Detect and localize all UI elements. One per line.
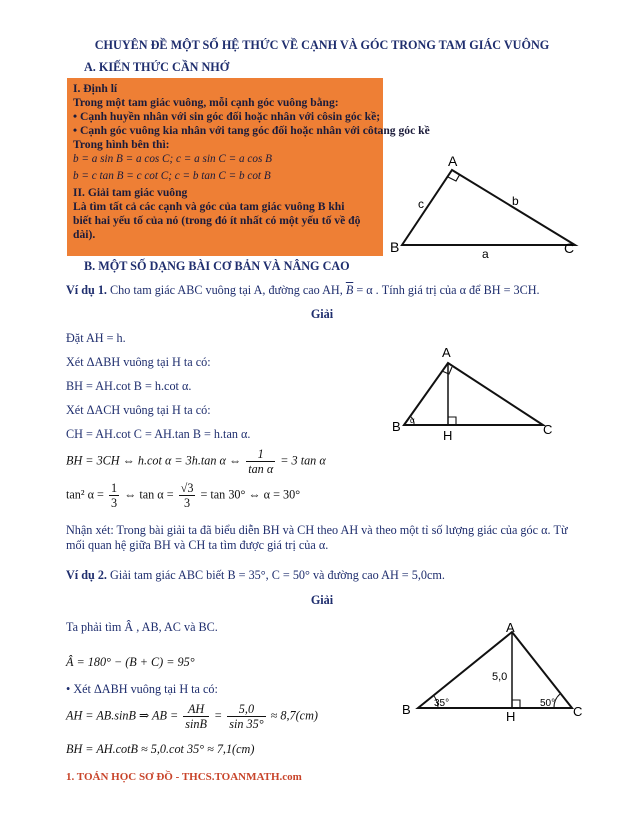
example-1-statement: [66, 283, 540, 298]
fig1-side-c: c: [418, 197, 424, 211]
fig1-side-a: a: [482, 247, 489, 260]
fig3-label-c: C: [573, 704, 583, 719]
ex2-eq1-den: sinB: [185, 717, 207, 731]
fig2-label-a: A: [442, 345, 451, 360]
example-1-text-a: Cho tam giác ABC vuông tại A, đường cao AH,: [106, 283, 346, 297]
section-a-heading: A. KIẾN THỨC CẦN NHỚ: [84, 60, 230, 74]
ex2-line-2: Â = 180° − (B + C) = 95°: [66, 655, 195, 669]
ex1-equation-2: [66, 481, 300, 510]
fig2-label-c: C: [543, 422, 553, 437]
ex1-line-1: Đặt AH = h.: [66, 331, 126, 345]
fig3-label-angle-c: 50°: [540, 698, 556, 709]
footer-page-number: 1.: [66, 771, 75, 783]
example-1-angle: $\overline{B}$: [345, 283, 354, 297]
example-2-label: Ví dụ 2.: [66, 568, 107, 582]
page-title: CHUYÊN ĐỀ MỘT SỐ HỆ THỨC VỀ CẠNH VÀ GÓC TRONG TAM GIÁC VUÔNG: [94, 38, 550, 52]
ex1-eq2-den: 3: [110, 496, 118, 510]
ex2-eq1-num: AH: [183, 702, 209, 717]
example-1-solution-heading: Giải: [310, 307, 334, 321]
page-footer: [66, 771, 302, 783]
theory-heading-2: II. Giải tam giác vuông: [73, 186, 188, 199]
example-1-text-b: = α . Tính giá trị của α để BH = 3CH.: [353, 283, 540, 297]
fig1-label-a: A: [448, 153, 458, 169]
ex1-eq2-right: = tan 30° ⇔ α = 30°: [200, 487, 301, 502]
ex1-eq2-mid: ⇔ tan α =: [124, 487, 174, 502]
fig2-label-b: B: [392, 419, 401, 434]
ex2-eq1-left: AH = AB.sinB ⇒ AB =: [66, 708, 179, 723]
theory-line-7: dài).: [73, 228, 96, 241]
theory-formula-1: b = a sin B = a cos C; c = a sin C = a cos B: [73, 153, 272, 165]
theory-line-5: Là tìm tất cả các cạnh và góc của tam giác vuông B khi: [73, 200, 345, 213]
fig2-label-h: H: [443, 428, 453, 443]
ex2-eq1-num2: 5,0: [227, 702, 265, 717]
theory-formula-2: b = c tan B = c cot C; c = b tan C = b cot B: [73, 170, 271, 182]
ex1-equation-1: [66, 447, 326, 476]
example-2-statement: [66, 568, 445, 583]
ex1-eq1-den: tan α: [248, 462, 274, 476]
fig3-label-b: B: [402, 702, 411, 717]
figure-triangle-abh: [386, 345, 556, 445]
ex1-line-2: Xét ΔABH vuông tại H ta có:: [66, 355, 211, 369]
ex1-line-4: Xét ΔACH vuông tại H ta có:: [66, 403, 211, 417]
fig2-label-alpha: α: [410, 416, 415, 425]
footer-text: TOÁN HỌC SƠ ĐỒ - THCS.TOANMATH.com: [74, 771, 302, 783]
ex2-eq1-mid: =: [213, 708, 223, 723]
figure-triangle-abc: [388, 150, 588, 260]
section-b-heading: B. MỘT SỐ DẠNG BÀI CƠ BẢN VÀ NÂNG CAO: [84, 259, 350, 273]
example-2-solution-heading: Giải: [310, 593, 334, 607]
fig3-label-h: H: [506, 709, 516, 724]
theory-heading-1: I. Định lí: [73, 82, 118, 95]
theory-line-6: biết hai yếu tố của nó (trong đó ít nhất có một yếu tố về độ: [73, 214, 361, 227]
ex1-eq2-left: tan² α =: [66, 487, 104, 502]
figure-triangle-abc-35-50: [398, 620, 588, 725]
ex1-remark-1: Nhận xét: Trong bài giải ta đã biểu diễn BH và CH theo AH và theo một tỉ số lượng giác của góc α. Từ: [66, 523, 568, 537]
ex1-eq2-den2: 3: [183, 496, 191, 510]
ex1-remark-2: mối quan hệ giữa BH và CH ta tìm được giá trị của α.: [66, 538, 329, 552]
ex2-eq1-right: ≈ 8,7(cm): [270, 708, 318, 723]
ex1-eq2-num: 1: [110, 481, 118, 495]
ex2-equation-1: [66, 702, 318, 731]
ex1-eq1-right: = 3 tan α: [280, 453, 326, 468]
ex2-line-1: Ta phải tìm Â , AB, AC và BC.: [66, 620, 218, 634]
fig1-label-c: C: [564, 240, 575, 256]
example-1-label: Ví dụ 1.: [66, 283, 107, 297]
ex1-eq1-num: 1: [246, 447, 275, 462]
theory-box: [67, 78, 430, 256]
ex1-eq2-fraction-2: [179, 481, 196, 510]
example-2-text: Giải tam giác ABC biết B = 35°, C = 50° và đường cao AH = 5,0cm.: [106, 568, 445, 582]
theory-line-4: Trong hình bên thì:: [73, 138, 170, 151]
fig1-label-b: B: [390, 239, 400, 255]
theory-line-1: Trong một tam giác vuông, mỗi cạnh góc vuông bằng:: [73, 96, 339, 109]
ex1-eq1-left: BH = 3CH ⇔ h.cot α = 3h.tan α ⇔: [66, 453, 242, 468]
ex2-eq1-fraction-2: [227, 702, 265, 731]
ex1-line-3: BH = AH.cot B = h.cot α.: [66, 379, 192, 393]
ex1-eq2-fraction-1: [109, 481, 119, 510]
fig3-label-angle-b: 35°: [434, 698, 450, 709]
ex2-line-4: BH = AH.cotB ≈ 5,0.cot 35° ≈ 7,1(cm): [66, 742, 255, 756]
ex2-eq1-fraction-1: [183, 702, 209, 731]
ex2-eq1-den2: sin 35°: [229, 717, 264, 731]
ex2-line-3: • Xét ΔABH vuông tại H ta có:: [66, 682, 218, 696]
ex1-line-5: CH = AH.cot C = AH.tan B = h.tan α.: [66, 427, 251, 441]
fig3-label-a: A: [506, 620, 515, 635]
ex1-eq2-num2: √3: [180, 481, 194, 495]
fig3-label-ah: 5,0: [492, 671, 508, 683]
theory-line-2: • Cạnh huyền nhân với sin góc đối hoặc nhân với côsin góc kề;: [73, 110, 381, 123]
theory-line-3: • Cạnh góc vuông kia nhân với tang góc đối hoặc nhân với côtang góc kề: [73, 124, 430, 137]
ex1-eq1-fraction: [246, 447, 275, 476]
fig1-side-b: b: [512, 194, 519, 208]
